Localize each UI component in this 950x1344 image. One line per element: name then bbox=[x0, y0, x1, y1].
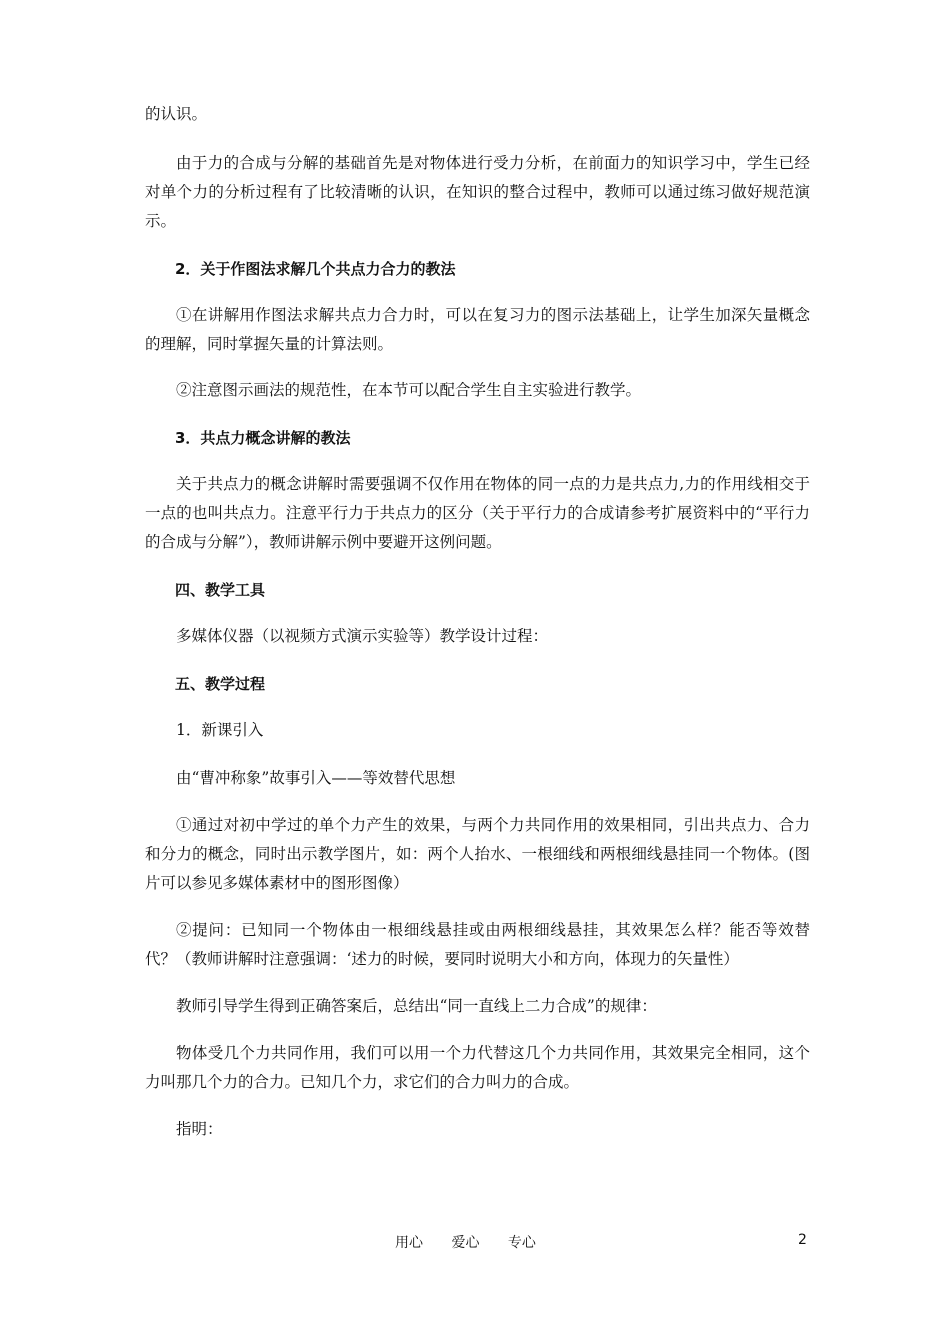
section-heading-concurrent-forces: 3．共点力概念讲解的教法 bbox=[175, 429, 351, 447]
page-body bbox=[145, 100, 810, 1144]
paragraph-story-intro: 由“曹冲称象”故事引入——等效替代思想 bbox=[176, 769, 456, 787]
paragraph-concept-intro: ①通过对初中学过的单个力产生的效果，与两个力共同作用的效果相同，引出共点力、合力和分力的概念，同时出示教学图片，如：两个人抬水、一根细线和两根细线悬挂同一个物体。(图片可以参见多媒体素材中的图形图像） bbox=[145, 816, 810, 892]
footer-motto-1: 用心 bbox=[395, 1235, 423, 1251]
paragraph-graphical-method-1: ①在讲解用作图法求解共点力合力时，可以在复习力的图示法基础上，让学生加深矢量概念的理解，同时掌握矢量的计算法则。 bbox=[145, 306, 810, 353]
paragraph-continuation: 的认识。 bbox=[145, 105, 208, 123]
page-footer bbox=[0, 1232, 950, 1254]
section-heading-teaching-process: 五、教学过程 bbox=[175, 675, 266, 693]
paragraph-question: ②提问：已知同一个物体由一根细线悬挂或由两根细线悬挂，其效果怎么样？能否等效替代？（教师讲解时注意强调：‘述力的时候，要同时说明大小和方向，体现力的矢量性） bbox=[145, 921, 810, 968]
paragraph-graphical-method-2: ②注意图示画法的规范性，在本节可以配合学生自主实验进行教学。 bbox=[176, 381, 642, 399]
footer-motto-3: 专心 bbox=[507, 1235, 536, 1251]
paragraph-new-lesson-intro: 1．新课引入 bbox=[176, 721, 264, 739]
paragraph-concurrent-forces: 关于共点力的概念讲解时需要强调不仅作用在物体的同一点的力是共点力,力的作用线相交于一点的也叫共点力。注意平行力于共点力的区分（关于平行力的合成请参考扩展资料中的“平行力的合成与分解”），教师讲解示例中要避开这例问题。 bbox=[145, 475, 810, 551]
footer-motto-2: 爱心 bbox=[451, 1235, 480, 1251]
footer-motto bbox=[395, 1232, 536, 1252]
section-heading-graphical-method: 2．关于作图法求解几个共点力合力的教法 bbox=[175, 260, 456, 278]
paragraph-resultant-definition: 物体受几个力共同作用，我们可以用一个力代替这几个力共同作用，其效果完全相同，这个力叫那几个力的合力。已知几个力，求它们的合力叫力的合成。 bbox=[145, 1044, 810, 1091]
paragraph-force-analysis: 由于力的合成与分解的基础首先是对物体进行受力分析，在前面力的知识学习中，学生已经对单个力的分析过程有了比较清晰的认识，在知识的整合过程中，教师可以通过练习做好规范演示。 bbox=[145, 154, 810, 230]
paragraph-teaching-tools: 多媒体仪器（以视频方式演示实验等）教学设计过程： bbox=[176, 627, 549, 645]
section-heading-teaching-tools: 四、教学工具 bbox=[175, 581, 266, 599]
paragraph-indication: 指明： bbox=[176, 1120, 223, 1138]
paragraph-summary: 教师引导学生得到正确答案后，总结出“同一直线上二力合成”的规律： bbox=[176, 997, 657, 1015]
page-number: 2 bbox=[798, 1232, 807, 1248]
